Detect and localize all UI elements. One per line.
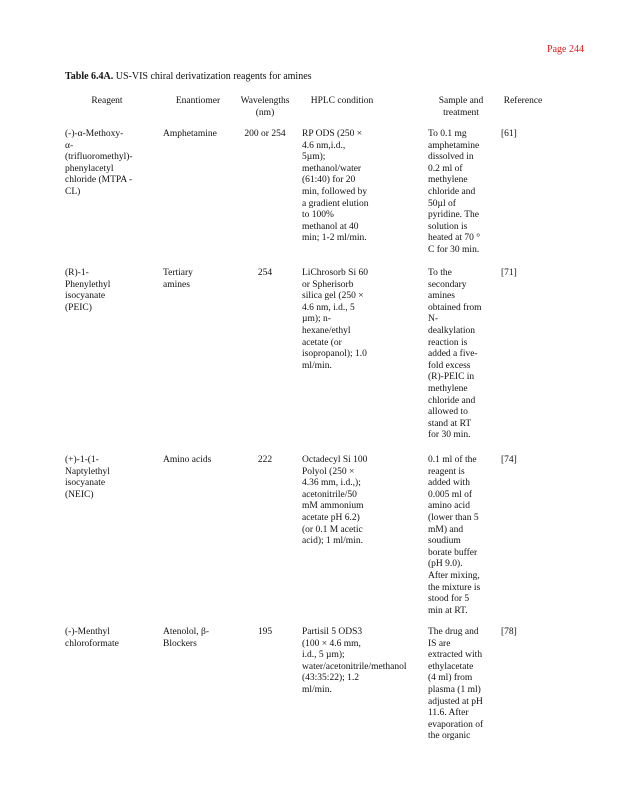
cell-wavelength: 254 xyxy=(257,268,273,278)
header-reagent: Reagent xyxy=(91,96,123,106)
cell-wavelength: 195 xyxy=(257,627,273,637)
cell-reagent: (+)-1-(1- Naptylethyl isocyanate (NEIC) xyxy=(65,455,110,500)
cell-reference: [71] xyxy=(501,268,517,278)
cell-reagent: (-)-α-Methoxy- α- (trifluoromethyl)- phenylacetyl chloride (MTPA - CL) xyxy=(65,129,133,197)
cell-sample-treatment: To 0.1 mg amphetamine dissolved in 0.2 ml of methylene chloride and 50µl of pyridine. The solution is heated at 70 ° C for 30 min. xyxy=(428,129,481,255)
page-number: Page 244 xyxy=(547,44,584,55)
cell-sample-treatment: The drug and IS are extracted with ethylacetate (4 ml) from plasma (1 ml) adjusted at pH 11.6. After evaporation of the organic xyxy=(428,627,484,742)
cell-wavelength: 200 or 254 xyxy=(244,129,286,139)
cell-enantiomer: Atenolol, β- Blockers xyxy=(163,627,209,649)
header-sample-treatment: Sample and treatment xyxy=(438,96,484,118)
header-wavelengths: Wavelengths (nm) xyxy=(240,96,290,118)
cell-reference: [61] xyxy=(501,129,517,139)
cell-hplc-condition: LiChrosorb Si 60 or Spherisorb silica gel (250 × 4.6 nm, i.d., 5 µm); n- hexane/ethyl acetate (or isopropanol); 1.0 ml/min. xyxy=(302,268,368,371)
cell-wavelength: 222 xyxy=(257,455,273,465)
cell-reference: [74] xyxy=(501,455,517,465)
cell-hplc-condition: Partisil 5 ODS3 (100 × 4.6 mm, i.d., 5 µm); water/acetonitrile/methanol (43:35:22); 1.2 ml/min. xyxy=(302,627,407,695)
cell-hplc-condition: Octadecyl Si 100 Polyol (250 × 4.36 mm, i.d.,); acetonitrile/50 mM ammonium acetate pH 6.2) (or 0.1 M acetic acid); 1 ml/min. xyxy=(302,455,368,547)
cell-enantiomer: Tertiary amines xyxy=(163,268,193,290)
table-title-label: Table 6.4A. xyxy=(65,71,114,82)
cell-enantiomer: Amphetamine xyxy=(163,129,217,139)
table-title xyxy=(65,71,312,82)
cell-reagent: (-)-Menthyl chloroformate xyxy=(65,627,119,649)
cell-sample-treatment: 0.1 ml of the reagent is added with 0.005 ml of amino acid (lower than 5 mM) and soudium borate buffer (pH 9.0). After mixing, the mixture is stood for 5 min at RT. xyxy=(428,455,481,616)
cell-reference: [78] xyxy=(501,627,517,637)
cell-enantiomer: Amino acids xyxy=(163,455,212,465)
header-reference: Reference xyxy=(503,96,543,106)
header-hplc-condition: HPLC condition xyxy=(310,96,374,106)
header-enantiomer: Enantiomer xyxy=(175,96,221,106)
cell-reagent: (R)-1- Phenylethyl isocyanate (PEIC) xyxy=(65,268,111,313)
cell-hplc-condition: RP ODS (250 × 4.6 nm,i.d., 5µm); methanol/water (61:40) for 20 min, followed by a gradient elution to 100% methanol at 40 min; 1-2 ml/min. xyxy=(302,129,369,244)
cell-sample-treatment: To the secondary amines obtained from N- dealkylation reaction is added a five- fold excess (R)-PEIC in methylene chloride and allowed to stand at RT for 30 min. xyxy=(428,268,482,441)
table-title-text: US-VIS chiral derivatization reagents for amines xyxy=(113,71,312,82)
